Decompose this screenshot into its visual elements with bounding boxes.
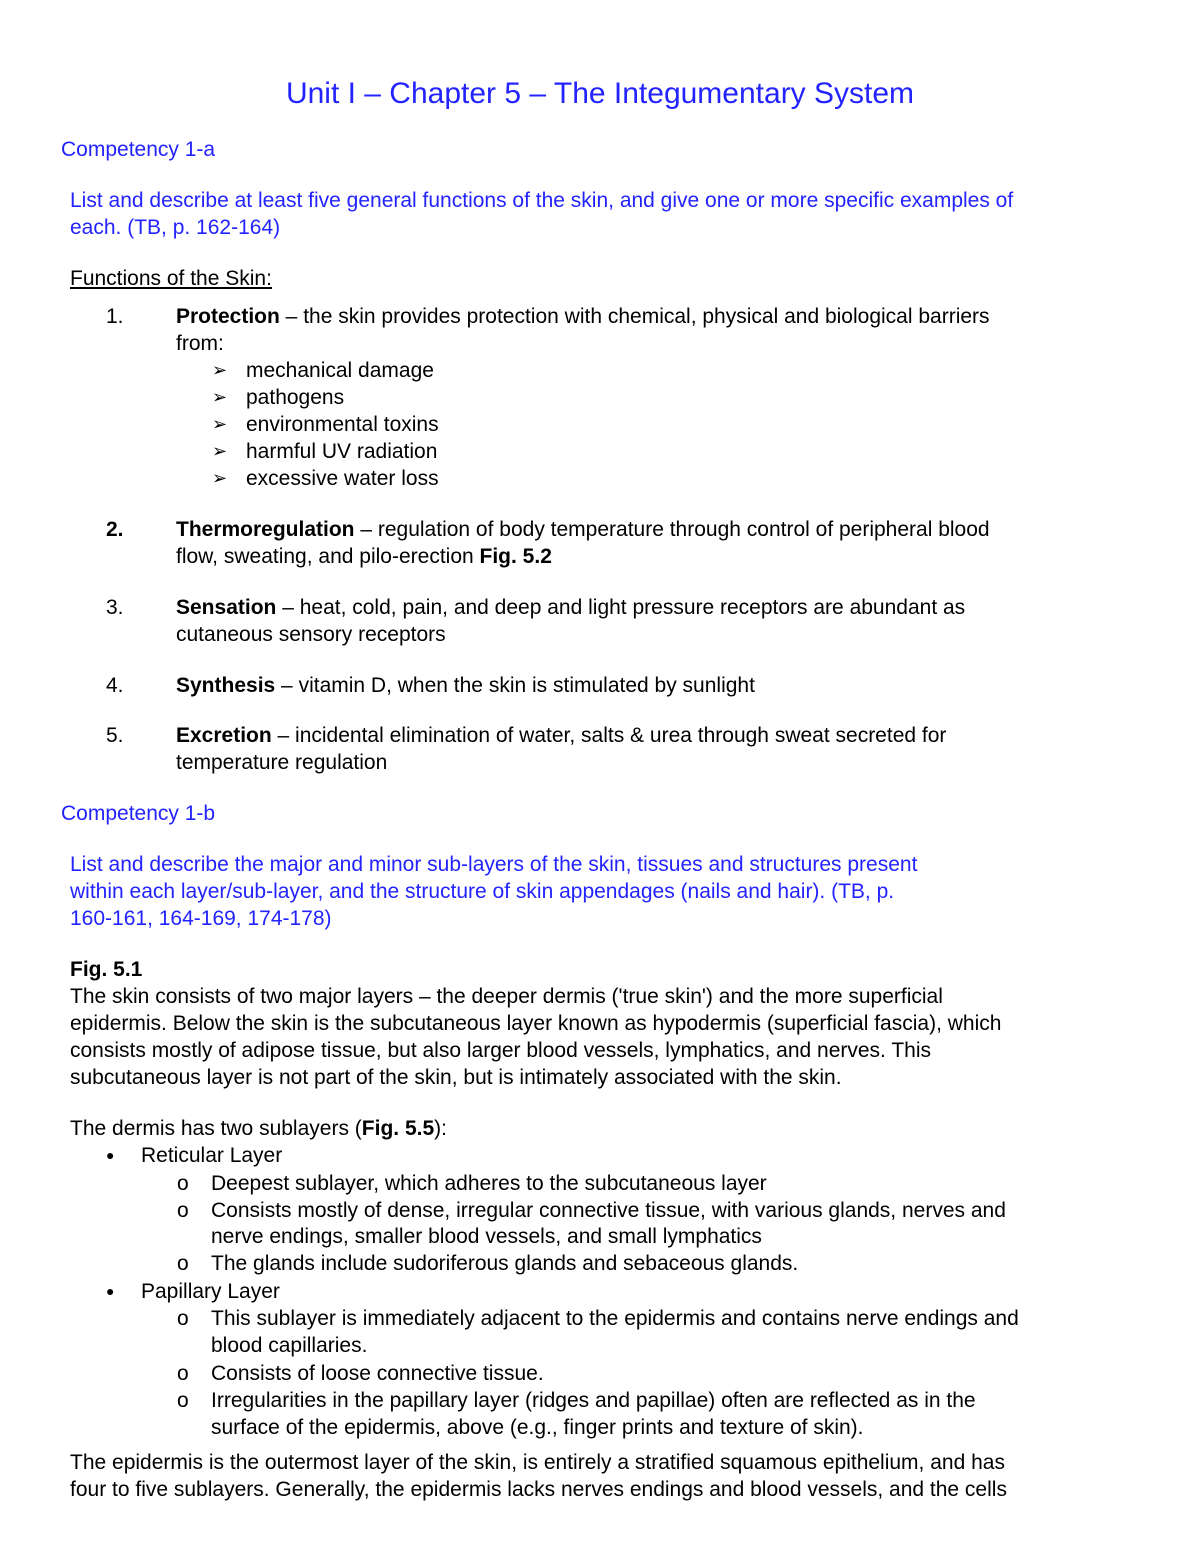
competency-1a-desc-line2: each. (TB, p. 162-164) — [70, 216, 281, 239]
function-desc-line2 — [176, 543, 552, 570]
sublayer-item-cont: nerve endings, smaller blood vessels, and small lymphatics — [211, 1225, 762, 1248]
paragraph-line: consists mostly of adipose tissue, but also larger blood vessels, lymphatics, and nerves. This — [70, 1039, 932, 1062]
arrow-bullet-icon: ➢ — [212, 414, 228, 434]
dermis-intro-text: ): — [434, 1117, 447, 1140]
bullet-icon: ● — [106, 1283, 115, 1299]
function-desc-line2: from: — [176, 332, 224, 355]
function-line — [176, 303, 990, 330]
protection-item: mechanical damage — [246, 359, 434, 382]
circle-bullet-icon: o — [177, 1307, 189, 1330]
function-desc-line2: cutaneous sensory receptors — [176, 623, 446, 646]
function-name: Protection — [176, 305, 280, 328]
competency-1b-desc-line2: within each layer/sub-layer, and the structure of skin appendages (nails and hair). (TB, p. — [70, 880, 895, 903]
function-desc: – regulation of body temperature through control of peripheral blood — [354, 518, 990, 541]
function-name: Thermoregulation — [176, 518, 355, 541]
sublayer-item: Irregularities in the papillary layer (ridges and papillae) often are reflected as in the — [211, 1389, 976, 1412]
function-line — [176, 722, 946, 749]
functions-heading: Functions of the Skin: — [70, 267, 272, 290]
figure-ref: Fig. 5.2 — [479, 545, 552, 568]
circle-bullet-icon: o — [177, 1252, 189, 1275]
circle-bullet-icon: o — [177, 1362, 189, 1385]
function-desc: – heat, cold, pain, and deep and light pressure receptors are abundant as — [276, 596, 966, 619]
function-desc-line2: temperature regulation — [176, 751, 388, 774]
paragraph-line: epidermis. Below the skin is the subcutaneous layer known as hypodermis (superficial fascia), which — [70, 1012, 1002, 1035]
protection-item: environmental toxins — [246, 413, 439, 436]
circle-bullet-icon: o — [177, 1172, 189, 1195]
function-desc-text: flow, sweating, and pilo-erection — [176, 545, 480, 568]
function-number: 3. — [106, 596, 124, 619]
arrow-bullet-icon: ➢ — [212, 468, 228, 488]
paragraph-line: The skin consists of two major layers – the deeper dermis ('true skin') and the more superficial — [70, 985, 943, 1008]
function-number: 4. — [106, 674, 124, 697]
sublayer-item: Consists of loose connective tissue. — [211, 1362, 544, 1385]
sublayer-item-cont: blood capillaries. — [211, 1334, 368, 1357]
page-title: Unit I – Chapter 5 – The Integumentary System — [285, 77, 915, 110]
function-desc: – the skin provides protection with chemical, physical and biological barriers — [279, 305, 990, 328]
arrow-bullet-icon: ➢ — [212, 387, 228, 407]
dermis-intro — [70, 1115, 447, 1142]
protection-item: harmful UV radiation — [246, 440, 438, 463]
circle-bullet-icon: o — [177, 1389, 189, 1412]
function-desc: – vitamin D, when the skin is stimulated by sunlight — [275, 674, 755, 697]
sublayer-label: Reticular Layer — [141, 1144, 283, 1167]
function-line — [176, 672, 755, 699]
arrow-bullet-icon: ➢ — [212, 360, 228, 380]
function-name: Synthesis — [176, 674, 276, 697]
function-name: Sensation — [176, 596, 277, 619]
paragraph-line: four to five sublayers. Generally, the epidermis lacks nerves endings and blood vessels, and the cells — [70, 1478, 1007, 1501]
arrow-bullet-icon: ➢ — [212, 441, 228, 461]
bullet-icon: ● — [106, 1147, 115, 1163]
dermis-intro-text: The dermis has two sublayers ( — [70, 1117, 362, 1140]
function-name: Excretion — [176, 724, 272, 747]
sublayer-label: Papillary Layer — [141, 1280, 280, 1303]
sublayer-item: Deepest sublayer, which adheres to the subcutaneous layer — [211, 1172, 767, 1195]
competency-1a-desc-line1: List and describe at least five general functions of the skin, and give one or more specific examples of — [70, 189, 1014, 212]
circle-bullet-icon: o — [177, 1199, 189, 1222]
protection-item: pathogens — [246, 386, 345, 409]
competency-1b-desc-line1: List and describe the major and minor sub-layers of the skin, tissues and structures present — [70, 853, 918, 876]
sublayer-item: Consists mostly of dense, irregular connective tissue, with various glands, nerves and — [211, 1199, 1006, 1222]
function-desc: – incidental elimination of water, salts & urea through sweat secreted for — [271, 724, 947, 747]
function-line — [176, 594, 965, 621]
sublayer-item: The glands include sudoriferous glands and sebaceous glands. — [211, 1252, 799, 1275]
figure-ref: Fig. 5.5 — [361, 1117, 435, 1140]
figure-label: Fig. 5.1 — [70, 958, 143, 981]
protection-item: excessive water loss — [246, 467, 439, 490]
function-number: 2. — [106, 518, 124, 541]
function-line — [176, 516, 990, 543]
sublayer-item-cont: surface of the epidermis, above (e.g., finger prints and texture of skin). — [211, 1416, 864, 1439]
competency-1b-desc-line3: 160-161, 164-169, 174-178) — [70, 907, 332, 930]
paragraph-line: The epidermis is the outermost layer of the skin, is entirely a stratified squamous epithelium, and has — [70, 1451, 1005, 1474]
competency-1b-heading: Competency 1-b — [61, 802, 216, 825]
paragraph-line: subcutaneous layer is not part of the skin, but is intimately associated with the skin. — [70, 1066, 842, 1089]
function-number: 5. — [106, 724, 124, 747]
sublayer-item: This sublayer is immediately adjacent to the epidermis and contains nerve endings and — [211, 1307, 1019, 1330]
competency-1a-heading: Competency 1-a — [61, 138, 216, 161]
function-number: 1. — [106, 305, 124, 328]
